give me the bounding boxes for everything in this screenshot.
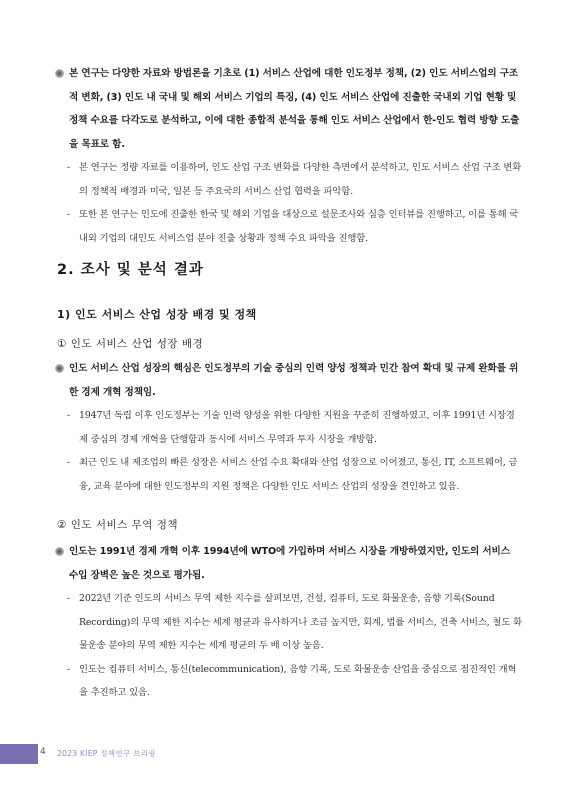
intro-bullet [57,62,522,156]
part1-block [57,357,522,498]
part2-sub-list [57,587,522,705]
part1-bullet [57,357,522,404]
list-item: - 또한 본 연구는 인도에 진출한 한국 및 해외 기업을 대상으로 설문조사와 심층 인터뷰를 진행하고, 이를 통해 국내외 기업의 대인도 서비스업 분야 진출 상황과 정책 수요 파악을 진행함. [67,209,519,244]
part2-block [57,540,522,705]
part1-head-text: 인도 서비스 산업 성장의 핵심은 인도정부의 기술 중심의 인력 양성 정책과 민간 참여 확대 및 규제 완화를 위한 경제 개혁 정책임. [69,363,519,398]
page-number: 4 [40,747,46,757]
subsection-title: 1) 인도 서비스 산업 성장 배경 및 정책 [57,308,257,321]
intro-sub-list [57,156,522,250]
intro-block [57,62,522,250]
part1-title: ① 인도 서비스 산업 성장 배경 [57,338,204,350]
part2-bullet [57,540,522,587]
footer-publication: 2023 KIEP 정책연구 브리핑 [57,749,156,758]
bullet-icon [55,364,64,373]
part2-head-text: 인도는 1991년 경제 개혁 이후 1994년에 WTO에 가입하며 서비스 시장을 개방하였지만, 인도의 서비스 수입 장벽은 높은 것으로 평가됨. [69,546,510,581]
list-item: - 2022년 기준 인도의 서비스 무역 제한 지수를 살펴보면, 건설, 컴퓨터, 도로 화물운송, 음향 기록(Sound Recording)의 무역 제한 지수는 세계 평균과 유사하거나 조금 높지만, 회계, 법률 서비스, 건축 서비스, 철도 화물운송 분야의 무역 제한 지수는 세계 평균의 두 배 이상 높음. [67,593,522,651]
list-item: - 본 연구는 정량 자료를 이용하여, 인도 산업 구조 변화를 다양한 측면에서 분석하고, 인도 서비스 산업 구조 변화의 정책적 배경과 미국, 일본 등 주요국의 서비스 산업 협력을 파악함. [67,162,522,197]
list-item: - 최근 인도 내 제조업의 빠른 성장은 서비스 산업 수요 확대와 산업 성장으로 이어졌고, 통신, IT, 소프트웨어, 금융, 교육 분야에 대한 인도정부의 지원 정책은 다양한 인도 서비스 산업의 성장을 견인하고 있음. [67,457,518,492]
part2-title: ② 인도 서비스 무역 정책 [57,519,179,531]
intro-head-text: 본 연구는 다양한 자료와 방법론을 기초로 (1) 서비스 산업에 대한 인도정부 정책, (2) 인도 서비스업의 구조적 변화, (3) 인도 내 국내 및 해외 서비스 기업의 특징, (4) 인도 서비스 산업에 진출한 국내외 기업 현황 및 정책 수요를 다각도로 분석하고, 이에 대한 종합적 분석을 통해 인도 서비스 산업에서 한-인도 협력 방향 도출을 목표로 함. [69,68,520,150]
footer-accent-bar [0,744,38,764]
section-title: 2. 조사 및 분석 결과 [57,262,204,278]
list-item: - 인도는 컴퓨터 서비스, 통신(telecommunication), 음향 기록, 도로 화물운송 산업을 중심으로 점진적인 개혁을 추진하고 있음. [67,663,517,698]
part1-sub-list [57,404,522,498]
bullet-icon [55,69,64,78]
list-item: - 1947년 독립 이후 인도정부는 기술 인력 양성을 위한 다양한 지원을 꾸준히 진행하였고, 이후 1991년 시장경제 중심의 경제 개혁을 단행함과 동시에 서비스 무역과 투자 시장을 개방함. [67,410,515,445]
bullet-icon [55,547,64,556]
